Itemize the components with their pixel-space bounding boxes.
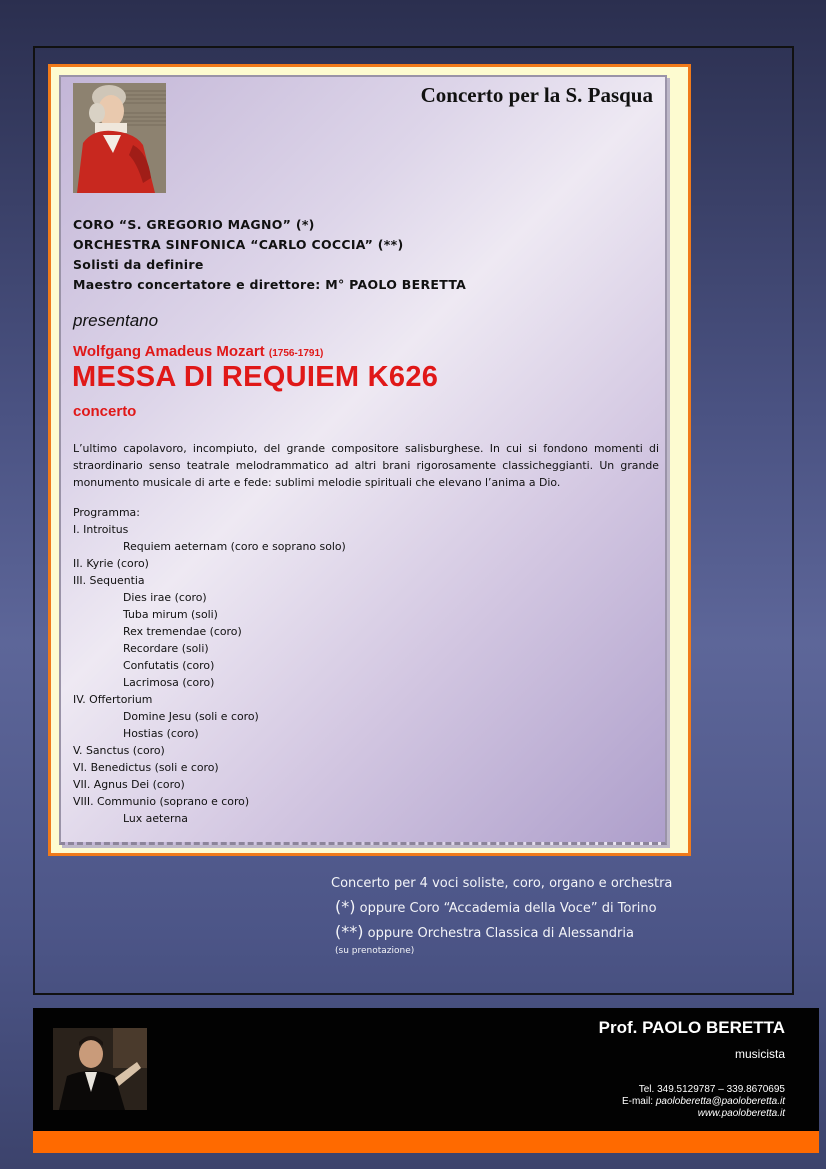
contact-name: Prof. PAOLO BERETTA [598, 1018, 785, 1037]
program-subitem: Domine Jesu (soli e coro) [123, 710, 259, 723]
program-item: II. Kyrie (coro) [73, 557, 149, 570]
program-item: I. Introitus [73, 523, 129, 536]
poster-card [59, 75, 667, 845]
contact-email-line [622, 1096, 785, 1108]
concert-poster [48, 64, 691, 856]
composer-dates: (1756-1791) [268, 348, 324, 359]
contact-role: musicista [734, 1047, 785, 1061]
choir-alternative-note [331, 895, 672, 920]
instrumentation-note: Concerto per 4 voci soliste, coro, organo e orchestra [331, 876, 673, 891]
contact-email-link[interactable]: paoloberetta@paoloberetta.it [655, 1096, 785, 1107]
program-item: VII. Agnus Dei (coro) [73, 778, 185, 791]
conductor-photo [53, 1028, 147, 1110]
conductor-photo-image [53, 1028, 147, 1110]
program-subitem: Dies irae (coro) [123, 591, 207, 604]
contact-website-link[interactable]: www.paoloberetta.it [697, 1108, 785, 1119]
program-subitem: Hostias (coro) [123, 727, 199, 740]
orchestra-credit: ORCHESTRA SINFONICA “CARLO COCCIA” (**) [73, 237, 404, 252]
program-subitem: Tuba mirum (soli) [123, 608, 218, 621]
contact-phone: Tel. 349.5129787 – 339.8670695 [638, 1084, 785, 1095]
orchestra-alternative-text: oppure Orchestra Classica di Alessandria [363, 926, 634, 941]
soloists-credit: Solisti da definire [73, 257, 204, 272]
program-list [73, 504, 346, 827]
performance-notes [331, 872, 672, 956]
mozart-portrait [73, 83, 166, 193]
program-item: VIII. Communio (soprano e coro) [73, 795, 250, 808]
choir-alternative-text: oppure Coro “Accademia della Voce” di Torino [355, 901, 657, 916]
program-subitem: Rex tremendae (coro) [123, 625, 242, 638]
work-type: concerto [73, 403, 137, 420]
footer [33, 1008, 819, 1131]
program-heading: Programma: [73, 506, 140, 519]
work-title: MESSA DI REQUIEM K626 [72, 361, 439, 393]
program-item: III. Sequentia [73, 574, 145, 587]
program-item: VI. Benedictus (soli e coro) [73, 761, 219, 774]
credits-block [73, 215, 466, 295]
program-subitem: Lacrimosa (coro) [123, 676, 215, 689]
orchestra-alternative-mark: (**) [335, 922, 364, 941]
description-paragraph: L’ultimo capolavoro, incompiuto, del grande compositore salisburghese. In cui si fondono momenti di straordinario senso teatrale melodrammatico ad altri brani rigorosamente classicheggianti. Un grande monumento musicale di arte e fede: sublimi melodie spirituali che elevano l’anima a Dio. [73, 442, 659, 489]
choir-credit: CORO “S. GREGORIO MAGNO” (*) [73, 217, 315, 232]
choir-alternative-mark: (*) [335, 897, 356, 916]
contact-email-label: E-mail: [621, 1096, 656, 1107]
program-item: V. Sanctus (coro) [73, 744, 165, 757]
conductor-credit: Maestro concertatore e direttore: M° PAOLO BERETTA [73, 277, 467, 292]
contact-details [622, 1084, 785, 1120]
program-subitem: Lux aeterna [123, 812, 188, 825]
program-subitem: Recordare (soli) [123, 642, 209, 655]
program-subitem: Requiem aeternam (coro e soprano solo) [123, 540, 346, 553]
composer-name: Wolfgang Amadeus Mozart [73, 343, 265, 360]
orchestra-alternative-note [331, 920, 672, 945]
presentano-text: presentano [73, 311, 159, 330]
mozart-portrait-image [73, 83, 166, 193]
booking-note: (su prenotazione) [335, 946, 415, 956]
program-subitem: Confutatis (coro) [123, 659, 215, 672]
program-item: IV. Offertorium [73, 693, 153, 706]
composer-line [73, 343, 323, 360]
footer-accent-bar [33, 1131, 819, 1153]
concert-title: Concerto per la S. Pasqua [420, 83, 653, 107]
